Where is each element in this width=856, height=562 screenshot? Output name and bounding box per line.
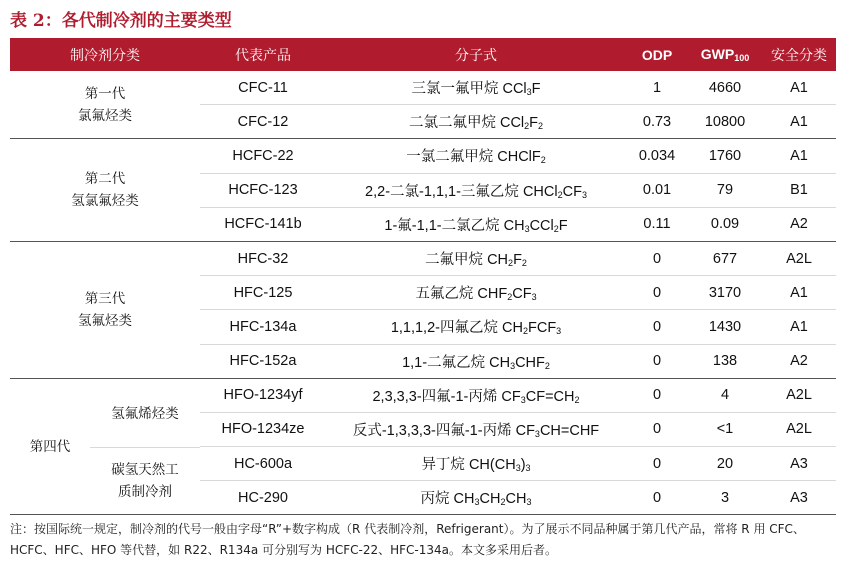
cell-gwp: 1760 — [688, 139, 762, 173]
cell-safety: A1 — [762, 71, 836, 105]
cell-safety: A2L — [762, 241, 836, 275]
cell-safety: A1 — [762, 310, 836, 344]
cell-product: HCFC-123 — [200, 173, 326, 207]
cell-odp: 0.034 — [626, 139, 688, 173]
cell-safety: A2 — [762, 207, 836, 241]
cell-odp: 0.01 — [626, 173, 688, 207]
header-gwp — [688, 38, 762, 71]
cell-product: HFC-152a — [200, 344, 326, 378]
cell-odp: 0 — [626, 344, 688, 378]
header-gwp-label: GWP — [700, 46, 735, 62]
header-gwp-sub: 100 — [734, 53, 750, 63]
cell-gwp: 1430 — [688, 310, 762, 344]
cell-gwp: 20 — [688, 447, 762, 481]
cell-safety: A2L — [762, 378, 836, 412]
generation-g4-sub-hfo: 氢氟烯烃类 — [90, 380, 200, 448]
cell-odp: 0 — [626, 310, 688, 344]
cell-safety: A3 — [762, 447, 836, 481]
cell-odp: 0.11 — [626, 207, 688, 241]
table-title: 表 2：各代制冷剂的主要类型 — [10, 11, 232, 31]
generation-g4 — [10, 378, 200, 515]
cell-odp: 0 — [626, 241, 688, 275]
table-row — [10, 139, 836, 173]
cell-formula: 二氟甲烷 $CH_2F_2$ — [326, 241, 626, 275]
cell-gwp: <1 — [688, 412, 762, 446]
cell-safety: A3 — [762, 481, 836, 515]
cell-product: HCFC-141b — [200, 207, 326, 241]
cell-formula: 三氯一氟甲烷 CCl$_3$F — [326, 71, 626, 105]
cell-product: HFO-1234ze — [200, 412, 326, 446]
cell-product: HC-600a — [200, 447, 326, 481]
cell-product: HFC-125 — [200, 276, 326, 310]
cell-gwp: 3170 — [688, 276, 762, 310]
cell-product: CFC-11 — [200, 71, 326, 105]
generation-g2: 第二代 氢氯氟烃类 — [10, 139, 200, 242]
header-category: 制冷剂分类 — [10, 38, 200, 71]
cell-gwp: 3 — [688, 481, 762, 515]
cell-gwp: 138 — [688, 344, 762, 378]
generation-g4-sub-hc: 碳氢天然工 质制冷剂 — [111, 461, 179, 500]
cell-product: HFC-134a — [200, 310, 326, 344]
cell-product: CFC-12 — [200, 105, 326, 139]
cell-safety: A1 — [762, 276, 836, 310]
cell-safety: A2L — [762, 412, 836, 446]
table-row — [10, 71, 836, 105]
cell-odp: 0 — [626, 447, 688, 481]
cell-safety: A1 — [762, 105, 836, 139]
cell-formula: 一氯二氟甲烷 CHClF$_2$ — [326, 139, 626, 173]
table-row — [10, 378, 836, 412]
cell-gwp: 10800 — [688, 105, 762, 139]
cell-gwp: 0.09 — [688, 207, 762, 241]
cell-odp: 0 — [626, 481, 688, 515]
cell-formula: 五氟乙烷 $CHF_2CF_3$ — [326, 276, 626, 310]
header-odp: ODP — [626, 38, 688, 71]
generation-g4-label: 第四代 — [29, 438, 71, 455]
cell-odp: 0 — [626, 412, 688, 446]
header-formula: 分子式 — [326, 38, 626, 71]
cell-safety: A1 — [762, 139, 836, 173]
cell-odp: 0.73 — [626, 105, 688, 139]
cell-formula: 1,1,1,2-四氟乙烷 $CH_2FCF_3$ — [326, 310, 626, 344]
header-product: 代表产品 — [200, 38, 326, 71]
header-row — [10, 38, 836, 71]
generation-g3: 第三代 氢氟烃类 — [10, 241, 200, 378]
cell-odp: 0 — [626, 378, 688, 412]
table-row — [10, 241, 836, 275]
refrigerant-table — [10, 38, 836, 515]
cell-product: HFO-1234yf — [200, 378, 326, 412]
cell-safety: A2 — [762, 344, 836, 378]
cell-odp: 0 — [626, 276, 688, 310]
generation-g1: 第一代 氯氟烃类 — [10, 71, 200, 139]
cell-product: HFC-32 — [200, 241, 326, 275]
header-safety: 安全分类 — [762, 38, 836, 71]
cell-gwp: 4 — [688, 378, 762, 412]
cell-formula: 2,2-二氯-1,1,1-三氟乙烷 $CHCl_2CF_3$ — [326, 173, 626, 207]
cell-formula: 1,1-二氟乙烷 $CH_3CHF_2$ — [326, 344, 626, 378]
cell-gwp: 677 — [688, 241, 762, 275]
cell-gwp: 4660 — [688, 71, 762, 105]
cell-formula: 1-氟-1,1-二氯乙烷 $CH_3CCl_2F$ — [326, 207, 626, 241]
cell-safety: B1 — [762, 173, 836, 207]
cell-odp: 1 — [626, 71, 688, 105]
cell-formula: 反式-1,3,3,3-四氟-1-丙烯 $CF_3CH=CHF$ — [326, 412, 626, 446]
cell-product: HCFC-22 — [200, 139, 326, 173]
cell-formula: 异丁烷 $CH(CH_3)_3$ — [326, 447, 626, 481]
cell-gwp: 79 — [688, 173, 762, 207]
cell-formula: 2,3,3,3-四氟-1-丙烯 $CF_3CF=CH_2$ — [326, 378, 626, 412]
cell-product: HC-290 — [200, 481, 326, 515]
cell-formula: 二氯二氟甲烷 $CCl_2F_2$ — [326, 105, 626, 139]
footnote: 注：按国际统一规定，制冷剂的代号一般由字母“R”+数字构成（R 代表制冷剂，Refrigerant）。为了展示不同品种属于第几代产品，常将 R 用 CFC、HCFC、HFC、HFO 等代替，如 R22、R134a 可分别写为 HCFC-22、HFC-134a。本文多采用后者。 — [10, 522, 805, 557]
cell-formula: 丙烷 $CH_3CH_2CH_3$ — [326, 481, 626, 515]
